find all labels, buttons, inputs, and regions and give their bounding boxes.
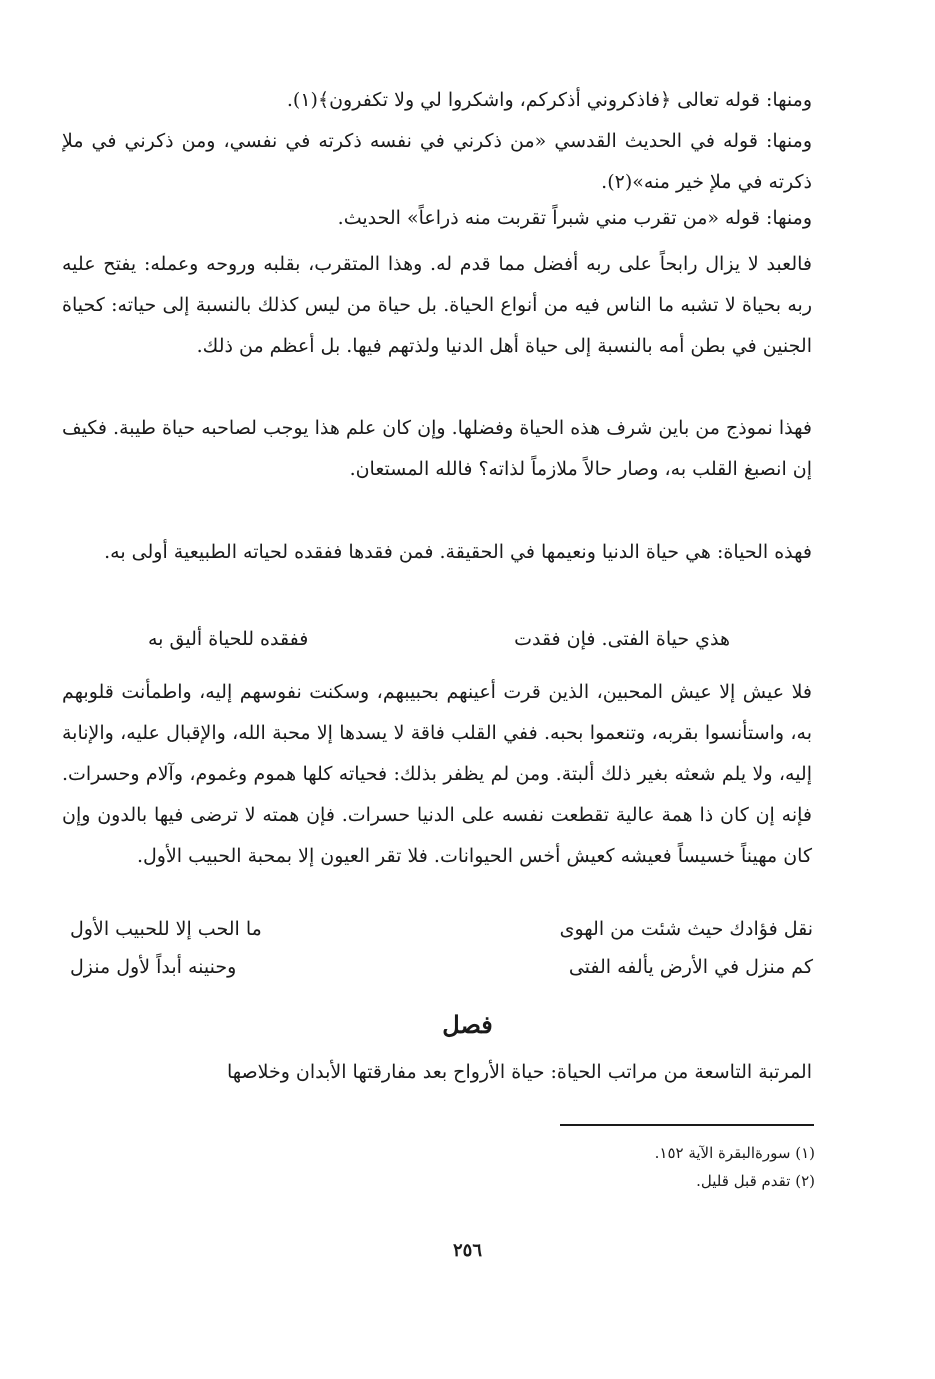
paragraph-text: فلا عيش إلا عيش المحبين، الذين قرت أعينهم بحبيبهم، وسكنت نفوسهم إليه، واطمأنت قلوبهم به، واستأنسوا بقربه، وتنعموا بحبه. ففي القلب فاقة لا يسدها إلا محبة الله، والإقبال عليه، والإنابة إليه، ولا يلم شعثه بغير ذلك ألبتة. ومن لم يظفر بذلك: فحياته كلها هموم وغموم، وآلام وحسرات. فإنه إن كان ذا همة عالية تقطعت نفسه على الدنيا حسرات. فإن همته لا ترضى فيها بالدون وإن كان مهيناً خسيساً فعيشه كعيش أخس الحيوانات. فلا تقر العيون إلا بمحبة الحبيب الأول.	[62, 681, 812, 867]
verse-second-hemistich: ففقده للحياة أليق به	[148, 628, 309, 650]
paragraph-hadith-taqarrub	[62, 198, 812, 239]
paragraph-qudsi-hadith	[62, 121, 812, 203]
section-first-line	[62, 1052, 812, 1093]
paragraph-text: ومنها: قوله في الحديث القدسي «من ذكرني في نفسه ذكرته في نفسي، ومن ذكرني في ملإ ذكرته في ملإ خير منه»(٢).	[62, 130, 812, 193]
footnote-2: (٢) تقدم قبل قليل.	[696, 1172, 815, 1190]
paragraph-text: فالعبد لا يزال رابحاً على ربه أفضل مما قدم له. وهذا المتقرب، بقلبه وروحه وعمله: يفتح عليه ربه بحياة لا تشبه ما الناس فيه من أنواع الحياة. بل حياة من ليس كذلك بالنسبة إلى حياته: كحياة الجنين في بطن أمه بالنسبة إلى حياة أهل الدنيا ولذتهم فيها. بل أعظم من ذلك.	[62, 253, 812, 357]
paragraph-text: المرتبة التاسعة من مراتب الحياة: حياة الأرواح بعد مفارقتها الأبدان وخلاصها	[226, 1061, 812, 1083]
paragraph-text: ومنها: قوله «من تقرب مني شبراً تقربت منه ذراعاً» الحديث.	[337, 207, 812, 229]
footnote-1: (١) سورةالبقرة الآية ١٥٢.	[654, 1144, 815, 1162]
paragraph-text: فهذه الحياة: هي حياة الدنيا ونعيمها في الحقيقة. فمن فقدها ففقده لحياته الطبيعية أولى به.	[104, 541, 812, 563]
paragraph-lovers	[62, 672, 812, 877]
paragraph-quran-verse	[62, 80, 812, 121]
paragraph-this-life	[62, 532, 812, 573]
verse-first-hemistich: كم منزل في الأرض يألفه الفتى	[568, 956, 813, 978]
paragraph-text: ومنها: قوله تعالى ﴿فاذكروني أذكركم، واشكروا لي ولا تكفرون﴾(١).	[286, 89, 812, 111]
verse-second-hemistich: وحنينه أبداً لأول منزل	[70, 956, 237, 978]
paragraph-text: فهذا نموذج من باين شرف هذه الحياة وفضلها. وإن كان علم هذا يوجب لصاحبه حياة طيبة. فكيف إن انصبغ القلب به، وصار حالاً ملازماً لذاته؟ فالله المستعان.	[62, 417, 812, 480]
paragraph-model	[62, 408, 812, 490]
verse-second-hemistich: ما الحب إلا للحبيب الأول	[70, 918, 262, 940]
section-title: فصل	[442, 1010, 493, 1039]
verse-first-hemistich: هذي حياة الفتى. فإن فقدت	[514, 628, 730, 650]
verse-first-hemistich: نقل فؤادك حيث شئت من الهوى	[559, 918, 813, 940]
paragraph-servant	[62, 244, 812, 367]
page-number: ٢٥٦	[452, 1240, 482, 1261]
footnote-divider	[560, 1124, 814, 1126]
